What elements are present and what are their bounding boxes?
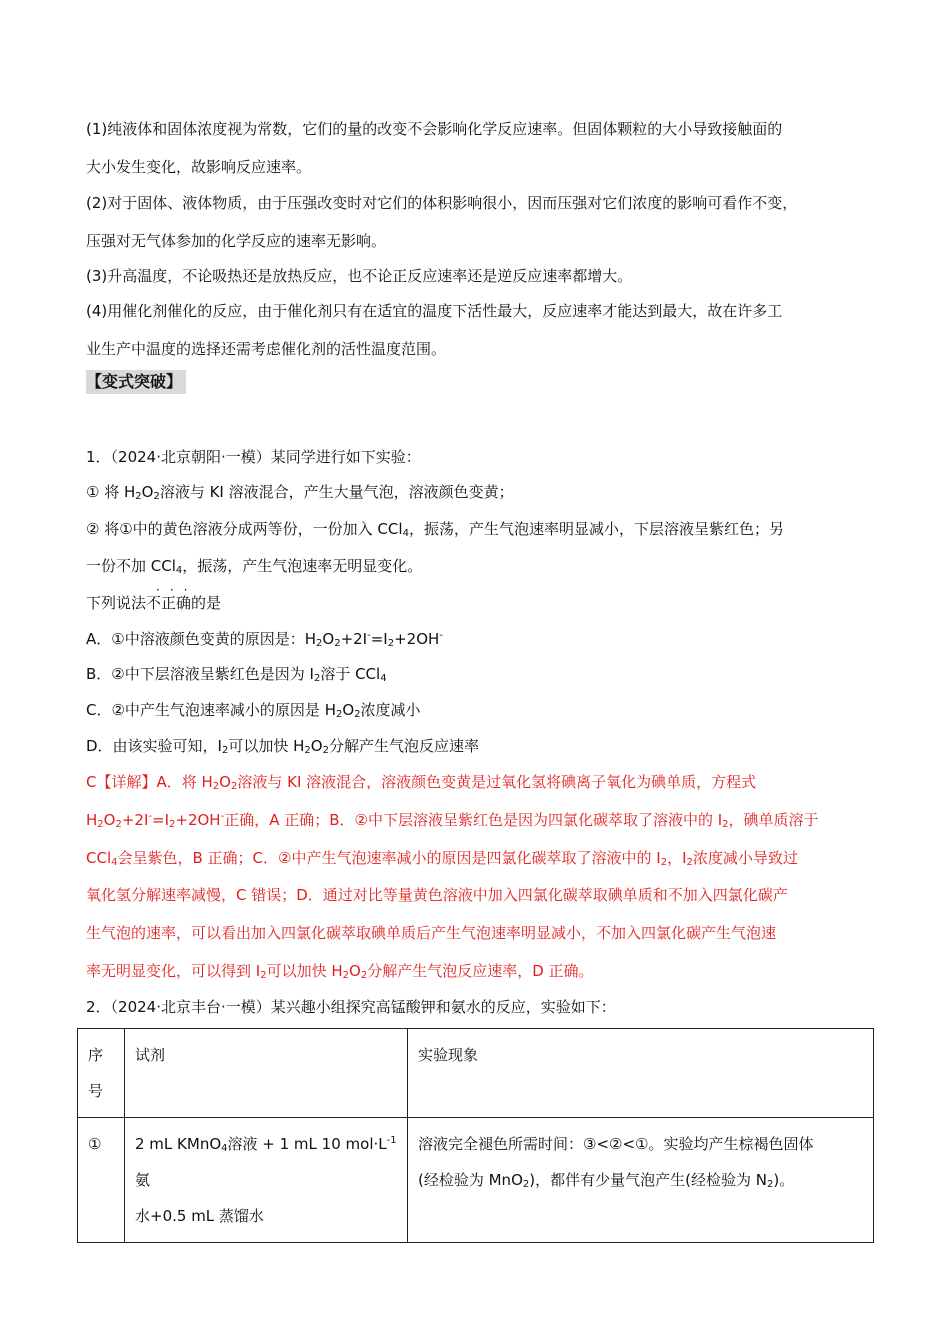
note-3-line-1: (3)升高温度，不论吸热还是放热反应，也不论正反应速率还是逆反应速率都增大。 bbox=[86, 267, 633, 285]
section-heading: 【变式突破】 bbox=[86, 370, 186, 394]
question-1-step-2-line-1: ② 将①中的黄色溶液分成两等份，一份加入 CCl$_4$，振荡，产生气泡速率明显减小，下层溶液呈紫红色；另 bbox=[86, 520, 784, 539]
emphasis-dots: ··· bbox=[156, 583, 198, 597]
option-b: B．②中下层溶液呈紫红色是因为 $I_2$溶于 CCl$_4$ bbox=[86, 665, 387, 684]
answer-line-6: 率无明显变化，可以得到 $I_2$可以加快 $H_2O_2$分解产生气泡反应速率，D 正确。 bbox=[86, 962, 594, 981]
header-reagent: 试剂 bbox=[125, 1029, 408, 1118]
note-4-line-2: 业生产中温度的选择还需考虑催化剂的活性温度范围。 bbox=[86, 340, 447, 358]
answer-line-3: CCl$_4$会呈紫色，B 正确；C．②中产生气泡速率减小的原因是四氯化碳萃取了溶液中的 $I_2$，$I_2$浓度减小导致过 bbox=[86, 849, 798, 868]
option-c: C．②中产生气泡速率减小的原因是 $H_2O_2$浓度减小 bbox=[86, 701, 421, 720]
row-number: ① bbox=[78, 1118, 125, 1243]
table-row bbox=[78, 1118, 874, 1243]
note-4-line-1: (4)用催化剂催化的反应，由于催化剂只有在适宜的温度下活性最大，反应速率才能达到最大，故在许多工 bbox=[86, 302, 783, 320]
note-2-line-2: 压强对无气体参加的化学反应的速率无影响。 bbox=[86, 232, 387, 250]
header-number: 序号 bbox=[78, 1029, 125, 1118]
experiment-table bbox=[77, 1028, 874, 1243]
question-1-title: 1．（2024·北京朝阳·一模）某同学进行如下实验： bbox=[86, 448, 421, 466]
answer-line-5: 生气泡的速率，可以看出加入四氯化碳萃取碘单质后产生气泡速率明显减小，不加入四氯化碳产生气泡速 bbox=[86, 924, 777, 942]
row-observation: 溶液完全褪色所需时间：③<②<①。实验均产生棕褐色固体 (经检验为 MnO$_2$)，都伴有少量气泡产生(经检验为 $N_2$)。 bbox=[408, 1118, 874, 1243]
note-1-line-2: 大小发生变化，故影响反应速率。 bbox=[86, 158, 312, 176]
question-2-title: 2．（2024·北京丰台·一模）某兴趣小组探究高锰酸钾和氨水的反应，实验如下： bbox=[86, 998, 616, 1016]
header-observation: 实验现象 bbox=[408, 1029, 874, 1118]
note-2-line-1: (2)对于固体、液体物质，由于压强改变时对它们的体积影响很小，因而压强对它们浓度的影响可看作不变， bbox=[86, 194, 798, 212]
table-header-row bbox=[78, 1029, 874, 1118]
question-1-step-2-line-2: 一份不加 CCl$_4$，振荡，产生气泡速率无明显变化。 bbox=[86, 557, 423, 576]
question-1-step-1: ① 将 $H_2O_2$溶液与 KI 溶液混合，产生大量气泡，溶液颜色变黄； bbox=[86, 483, 514, 502]
option-a: A．①中溶液颜色变黄的原因是：$H_2O_2+2I^-=I_2+2OH^-$ bbox=[86, 630, 443, 649]
question-1-prompt: 下列说法不正确的是 bbox=[86, 594, 222, 612]
answer-line-1: C【详解】A．将 $H_2O_2$溶液与 KI 溶液混合，溶液颜色变黄是过氧化氢将碘离子氧化为碘单质，方程式 bbox=[86, 773, 757, 792]
answer-line-2: $H_2O_2+2I^-=I_2+2OH^-$正确，A 正确；B．②中下层溶液呈紫红色是因为四氯化碳萃取了溶液中的 $I_2$，碘单质溶于 bbox=[86, 811, 819, 830]
note-1-line-1: (1)纯液体和固体浓度视为常数，它们的量的改变不会影响化学反应速率。但固体颗粒的大小导致接触面的 bbox=[86, 120, 783, 138]
answer-line-4: 氧化氢分解速率减慢，C 错误；D．通过对比等量黄色溶液中加入四氯化碳萃取碘单质和不加入四氯化碳产 bbox=[86, 886, 788, 904]
option-d: D．由该实验可知，$I_2$可以加快 $H_2O_2$分解产生气泡反应速率 bbox=[86, 737, 479, 756]
row-reagent: 2 mL KMnO$_4$溶液 + 1 mL 10 $mol\cdot L^{-1}$氨 水+0.5 mL 蒸馏水 bbox=[125, 1118, 408, 1243]
